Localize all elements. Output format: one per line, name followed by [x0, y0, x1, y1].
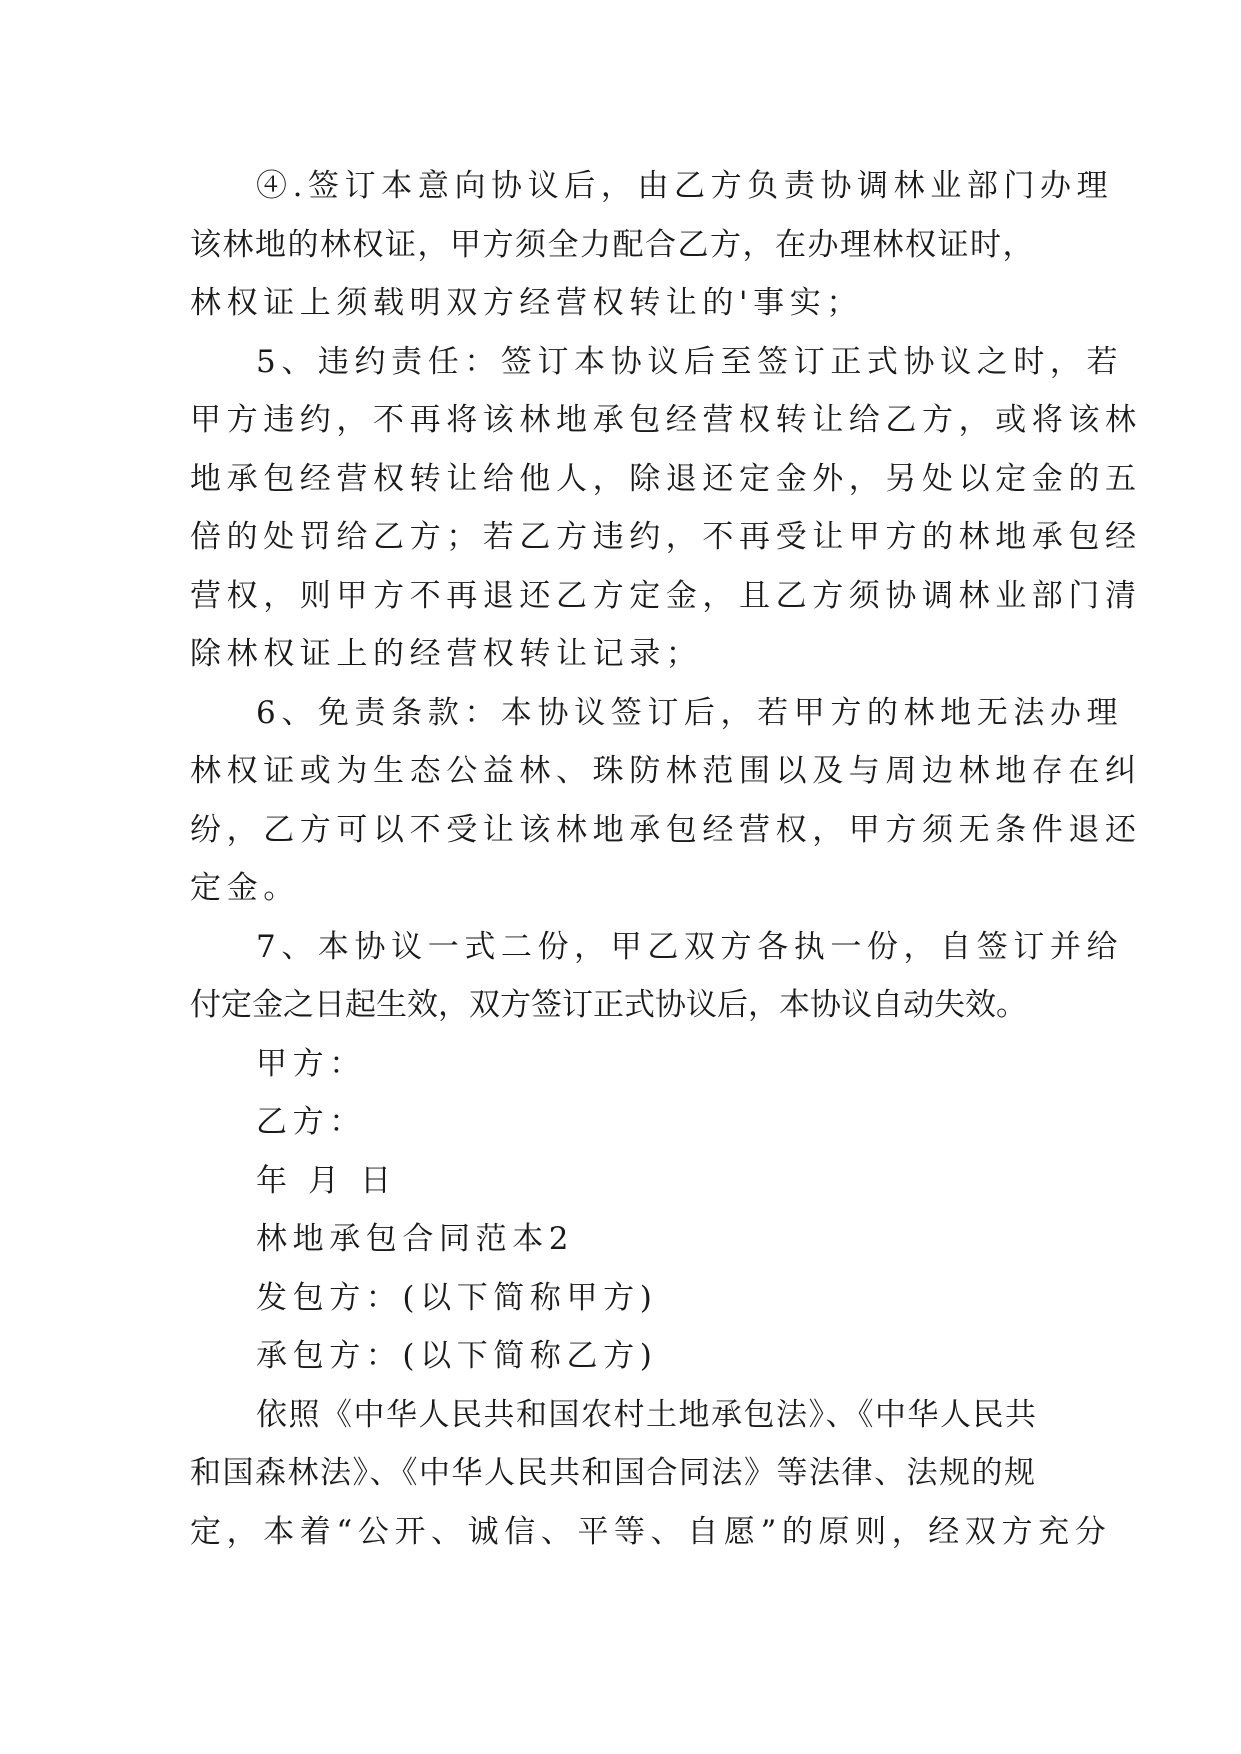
text-line: 和国森林法》、《中华人民共和国合同法》等法律、法规的规: [190, 1455, 1037, 1491]
text-line: 年 月 日: [256, 1162, 397, 1199]
text-line: 营权，则甲方不再退还乙方定金，且乙方须协调林业部门清: [190, 577, 1142, 614]
text-line: 该林地的林权证，甲方须全力配合乙方，在办理林权证时，: [190, 226, 1035, 263]
text-line: 林地承包合同范本2: [256, 1221, 575, 1257]
text-line: 承包方：(以下简称乙方): [256, 1338, 658, 1374]
text-line: 定，本着“公开、诚信、平等、自愿”的原则，经双方充分: [190, 1513, 1112, 1550]
text-line: 定金。: [190, 870, 300, 906]
text-line: 发包方：(以下简称甲方): [256, 1279, 658, 1316]
text-line: 5、违约责任：签订本协议后至签订正式协议之时，若: [256, 343, 1124, 380]
text-line: 7、本协议一式二份，甲乙双方各执一份，自签订并给: [256, 928, 1124, 965]
text-line: 付定金之日起生效，双方签订正式协议后，本协议自动失效。: [190, 987, 1027, 1023]
text-line: 甲方：: [256, 1045, 366, 1082]
text-line: 倍的处罚给乙方；若乙方违约，不再受让甲方的林地承包经: [190, 519, 1142, 555]
text-line: 林权证或为生态公益林、珠防林范围以及与周边林地存在纠: [190, 753, 1142, 789]
text-line: 林权证上须载明双方经营权转让的'事实；: [190, 285, 863, 321]
text-line: 除林权证上的经营权转让记录；: [190, 636, 703, 672]
text-line: 6、免责条款：本协议签订后，若甲方的林地无法办理: [256, 694, 1124, 731]
text-line: 甲方违约，不再将该林地承包经营权转让给乙方，或将该林: [190, 402, 1142, 438]
text-line: 地承包经营权转让给他人，除退还定金外，另处以定金的五: [190, 460, 1142, 497]
text-line: 纷，乙方可以不受让该林地承包经营权，甲方须无条件退还: [190, 811, 1142, 848]
text-line: 依照《中华人民共和国农村土地承包法》、《中华人民共: [256, 1396, 1038, 1433]
text-line: 乙方：: [256, 1104, 366, 1140]
document-body: [190, 157, 1142, 1561]
text-line: ④.签订本意向协议后，由乙方负责协调林业部门办理: [256, 168, 1114, 204]
